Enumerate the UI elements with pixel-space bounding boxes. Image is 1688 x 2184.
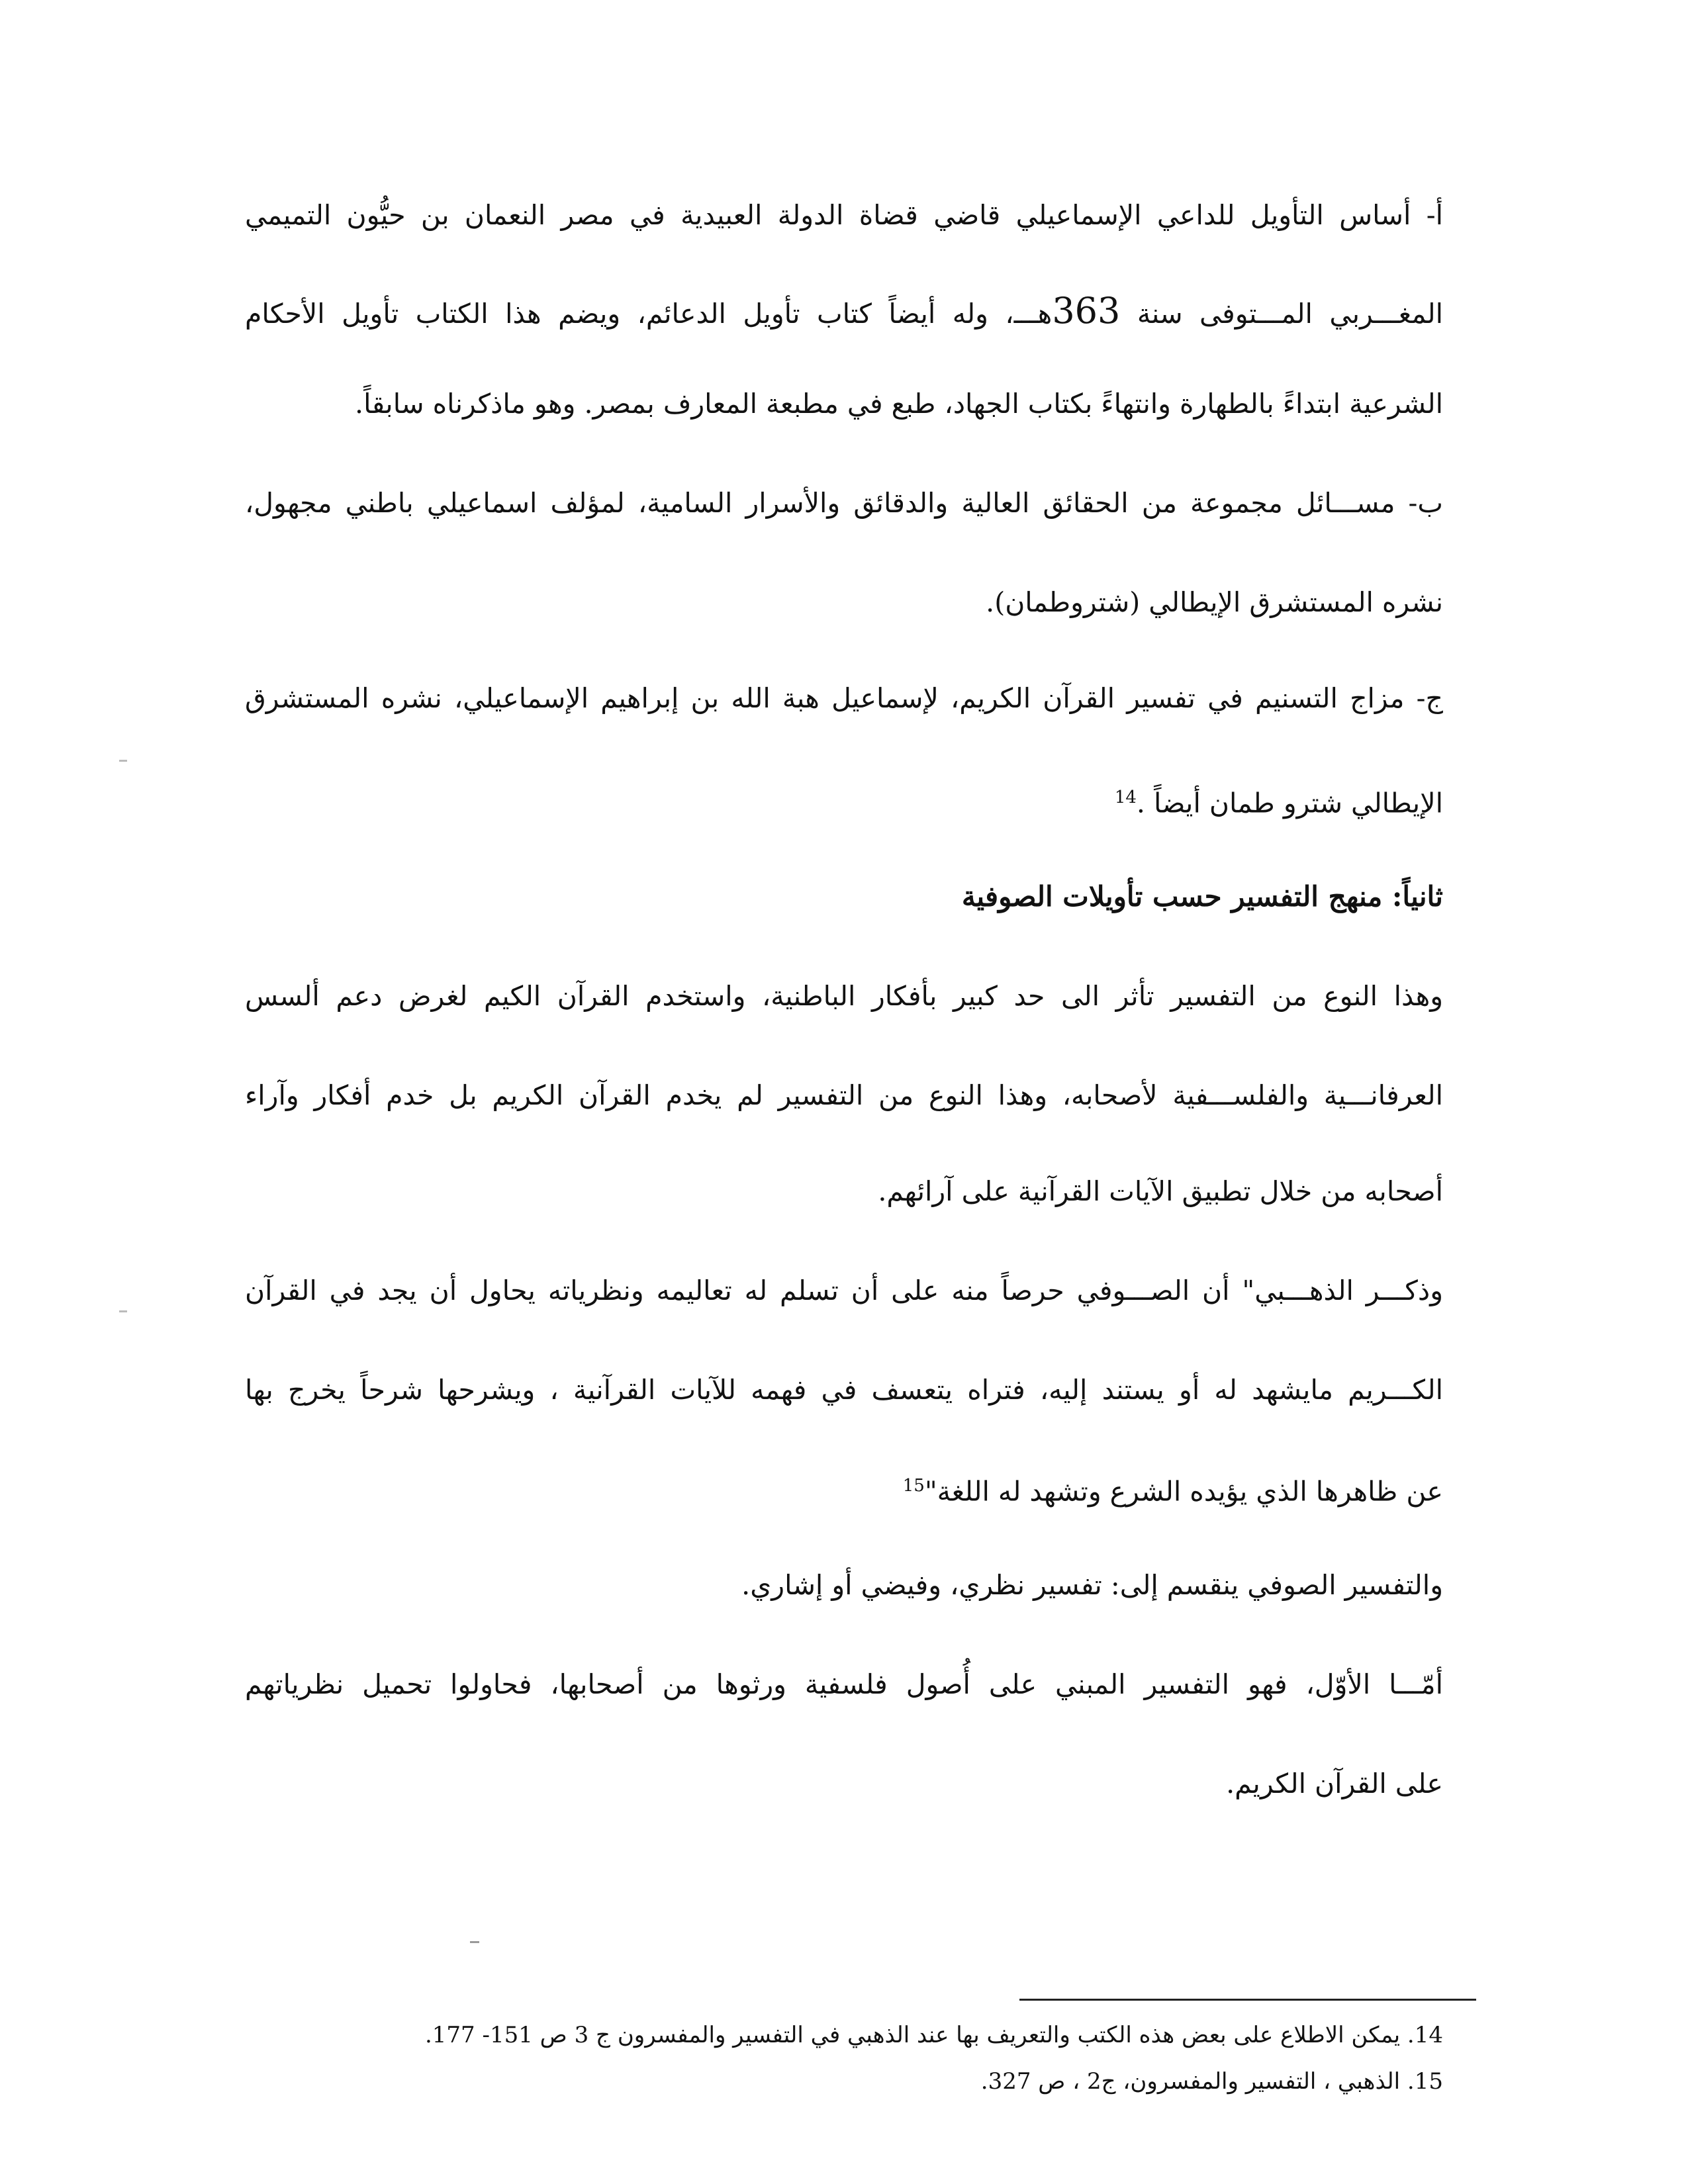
paragraph-b-line-2: نشره المستشرق الإيطالي (شتروطمان). (986, 586, 1443, 618)
footnote-ref-14: 14 (1114, 788, 1137, 807)
text-segment: الإيطالي شترو طمان أيضاً . (1136, 787, 1443, 819)
footnote-15: 15. الذهبي ، التفسير والمفسرون، ج2 ، ص 327. (980, 2068, 1443, 2095)
footnote-14: 14. يمكن الاطلاع على بعض هذه الكتب والتعريف بها عند الذهبي في التفسير والمفسرون ج 3 ص 151- 177. (424, 2022, 1443, 2048)
paragraph-a-line-3: الشرعية ابتداءً بالطهارة وانتهاءً بكتاب الجهاد، طبع في مطبعة المعارف بمصر. وهو ماذكرناه سابقاً. (355, 388, 1443, 420)
footnote-ref-15: 15 (902, 1476, 925, 1496)
paragraph-c-line-1: ج- مزاج التسنيم في تفسير القرآن الكريم، لإسماعيل هبة الله بن إبراهيم الإسماعيلي، نشره المستشرق (245, 682, 1443, 714)
section-heading: ثانياً: منهج التفسير حسب تأويلات الصوفية (961, 880, 1443, 913)
paragraph-3: والتفسير الصوفي ينقسم إلى: تفسير نظري، وفيضي أو إشاري. (741, 1569, 1443, 1601)
paragraph-4-line-2: على القرآن الكريم. (1226, 1768, 1443, 1799)
paragraph-a-line-1: أ- أساس التأويل للداعي الإسماعيلي قاضي قضاة الدولة العبيدية في مصر النعمان بن حيُّون التميمي (245, 199, 1443, 231)
scan-speck (470, 1941, 479, 1943)
paragraph-1-line-1: وهذا النوع من التفسير تأثر الى حد كبير بأفكار الباطنية، واستخدم القرآن الكيم لغرض دعم ألسس (245, 980, 1443, 1012)
paragraph-c-line-2 (245, 778, 1443, 823)
text-segment: المغـــربي المـــتوفى سنة (1120, 298, 1443, 330)
paragraph-2-line-3 (245, 1466, 1443, 1512)
paragraph-1-line-2: العرفانـــية والفلســـفية لأصحابه، وهذا النوع من التفسير لم يخدم القرآن الكريم بل خدم أفكار وآراء (245, 1079, 1443, 1111)
text-segment: هـــ، وله أيضاً كتاب تأويل الدعائم، ويضم هذا الكتاب تأويل الأحكام (245, 298, 1053, 330)
text-segment: عن ظاهرها الذي يؤيده الشرع وتشهد له اللغة" (924, 1475, 1443, 1508)
footnote-separator (1019, 1999, 1476, 2001)
scan-speck (119, 1310, 127, 1312)
paragraph-2-line-1: وذكـــر الذهـــبي" أن الصـــوفي حرصاً منه على أن تسلم له تعاليمه ونظرياته يحاول أن يجد في القرآن (245, 1275, 1443, 1306)
paragraph-b-line-1: ب- مســـائل مجموعة من الحقائق العالية والدقائق والأسرار السامية، لمؤلف اسماعيلي باطني مجهول، (245, 487, 1443, 519)
paragraph-1-line-3: أصحابه من خلال تطبيق الآيات القرآنية على آرائهم. (878, 1175, 1443, 1207)
paragraph-4-line-1: أمّـــا الأوّل، فهو التفسير المبني على أُصول فلسفية ورثوها من أصحابها، فحاولوا تحميل نظرياتهم (245, 1668, 1443, 1700)
year-number: 363 (1052, 290, 1121, 332)
paragraph-a-line-2 (245, 291, 1443, 334)
paragraph-2-line-2: الكـــريم مايشهد له أو يستند إليه، فتراه يتعسف في فهمه للآيات القرآنية ، ويشرحها شرحاً يخرج بها (245, 1374, 1443, 1406)
scan-speck (119, 760, 127, 762)
